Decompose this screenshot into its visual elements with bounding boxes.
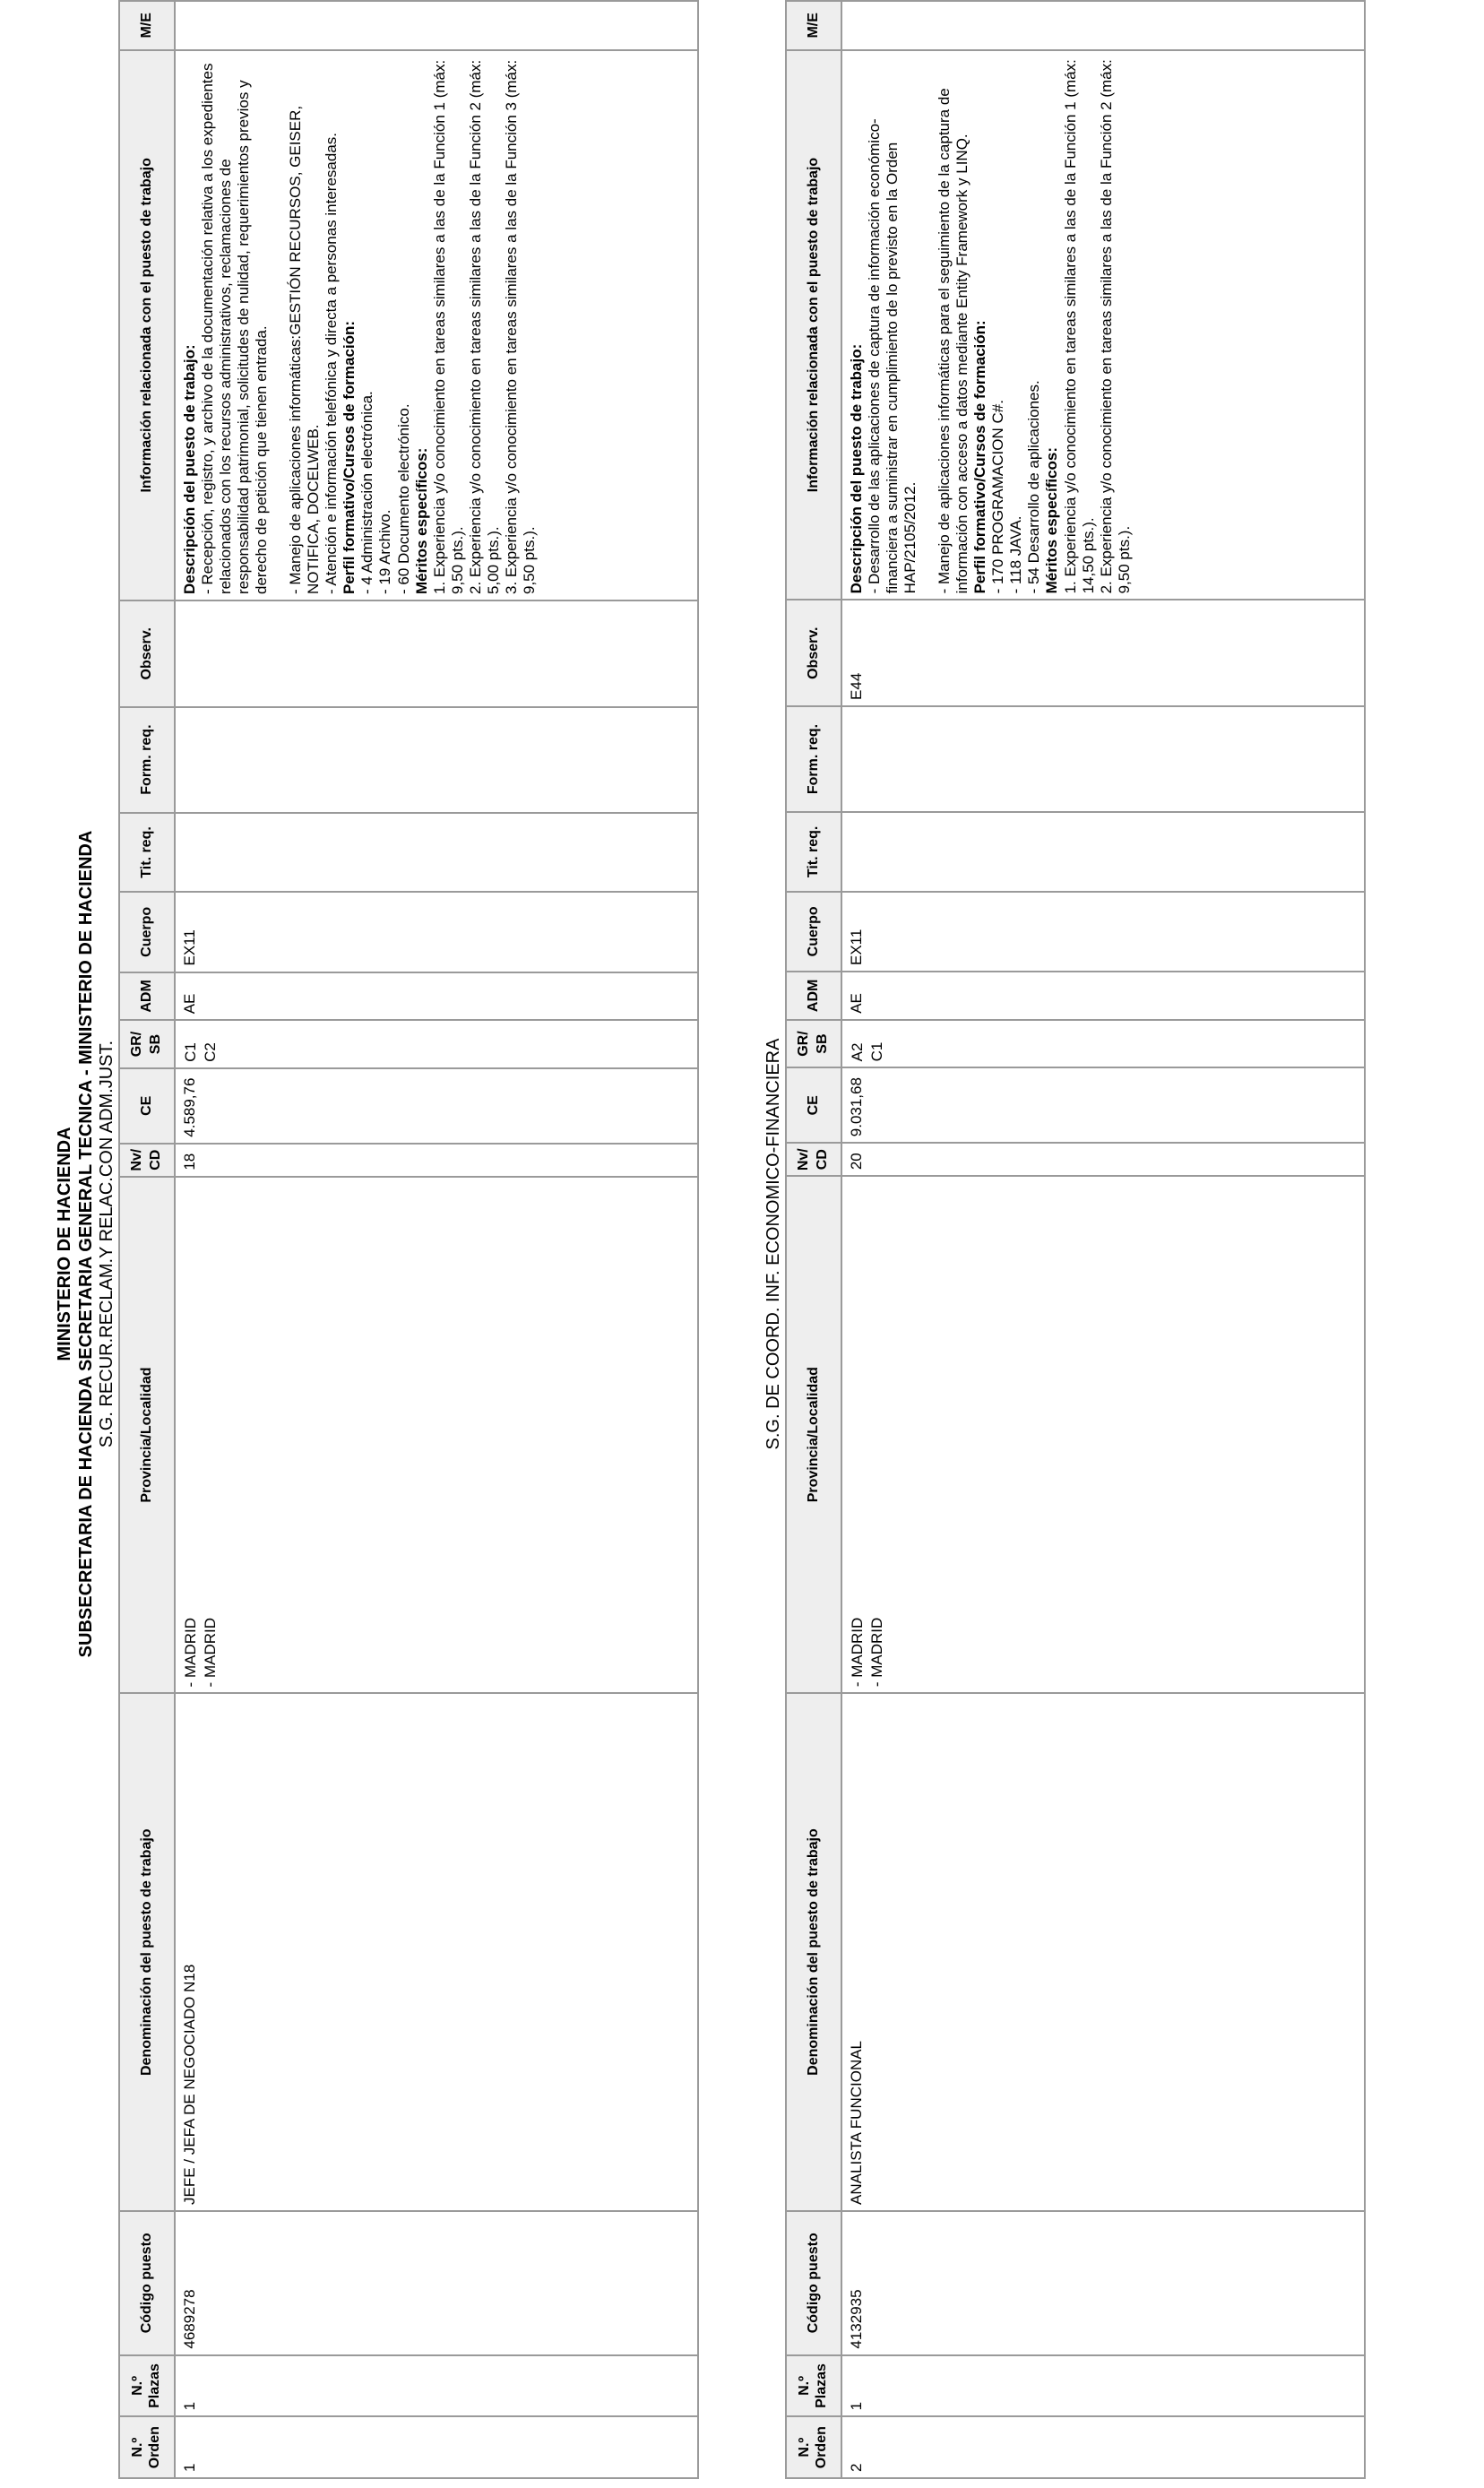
info-perfil-2: - 19 Archivo.: [376, 509, 394, 595]
cell-orden: 2: [841, 2416, 1365, 2478]
col-denominacion: Denominación del puesto de trabajo: [786, 1693, 841, 2211]
col-info: Información relacionada con el puesto de trabajo: [786, 50, 841, 600]
col-ce: CE: [786, 1067, 841, 1143]
cell-orden: 1: [175, 2416, 698, 2478]
cell-gr: A2 C1: [841, 1020, 1365, 1068]
cell-nv: 20: [841, 1143, 1365, 1176]
cell-denominacion: JEFE / JEFA DE NEGOCIADO N18: [175, 1693, 698, 2211]
info-merito-2: 2. Experiencia y/o conocimiento en tareas similares a las de la Función 2 (máx: 9,50 pts.).: [1097, 59, 1133, 594]
cell-me: [841, 1, 1365, 50]
subsecretaria-title: SUBSECRETARIA DE HACIENDA SECRETARIA GENERAL TECNICA - MINISTERIO DE HACIENDA: [76, 830, 96, 1658]
cell-codigo: 4689278: [175, 2211, 698, 2355]
table-row: [841, 1, 1365, 2478]
cell-adm: AE: [175, 972, 698, 1021]
col-observ: Observ.: [786, 600, 841, 706]
col-tit: Tit. req.: [786, 812, 841, 892]
section1-title: S.G. RECUR.RECLAM.Y RELAC.CON ADM.JUST.: [97, 1040, 116, 1448]
col-nv: Nv/ CD: [786, 1143, 841, 1176]
info-perfil-1: - 4 Administración electrónica.: [358, 391, 376, 595]
col-provincia: Provincia/Localidad: [786, 1176, 841, 1693]
col-tit: Tit. req.: [119, 813, 175, 893]
info-perfil-3: - 54 Desarrollo de aplicaciones.: [1025, 380, 1043, 594]
col-cuerpo: Cuerpo: [119, 892, 175, 972]
cell-observ: E44: [841, 600, 1365, 706]
col-nv: Nv/ CD: [119, 1144, 175, 1177]
cell-info: [175, 50, 698, 600]
cell-plazas: 1: [175, 2355, 698, 2417]
info-desc-title: Descripción del puesto de trabajo:: [181, 344, 198, 595]
col-denominacion: Denominación del puesto de trabajo: [119, 1693, 175, 2211]
cell-denominacion: ANALISTA FUNCIONAL: [841, 1693, 1365, 2211]
cell-ce: 9.031,68: [841, 1067, 1365, 1143]
cell-provincia: - MADRID - MADRID: [841, 1176, 1365, 1693]
col-adm: ADM: [119, 972, 175, 1021]
info-meritos-title: Méritos específicos:: [412, 447, 430, 595]
info-merito-2: 2. Experiencia y/o conocimiento en tareas similares a las de la Función 2 (máx: 5,00 pts.).: [466, 59, 502, 595]
table-row: [175, 1, 698, 2478]
col-gr: GR/ SB: [119, 1020, 175, 1068]
col-ce: CE: [119, 1068, 175, 1144]
cell-form: [841, 706, 1365, 812]
table-header-row: [786, 1, 841, 2478]
cell-ce: 4.589,76: [175, 1068, 698, 1144]
cell-tit: [175, 813, 698, 893]
cell-plazas: 1: [841, 2355, 1365, 2417]
info-merito-1: 1. Experiencia y/o conocimiento en tareas similares a las de la Función 1 (máx: 14,50 pts.).: [1061, 59, 1097, 594]
positions-table-2: [785, 0, 1366, 2479]
col-me: M/E: [786, 1, 841, 50]
info-perfil-title: Perfil formativo/Cursos de formación:: [341, 320, 358, 595]
cell-observ: [175, 600, 698, 707]
col-form: Form. req.: [786, 706, 841, 812]
cell-codigo: 4132935: [841, 2211, 1365, 2355]
table-header-row: [119, 1, 175, 2478]
cell-cuerpo: EX11: [175, 892, 698, 972]
info-merito-1: 1. Experiencia y/o conocimiento en tareas similares a las de la Función 1 (máx: 9,50 pts.).: [430, 59, 466, 595]
col-gr: GR/ SB: [786, 1020, 841, 1068]
cell-gr: C1 C2: [175, 1020, 698, 1068]
cell-adm: AE: [841, 972, 1365, 1020]
info-meritos-title: Méritos específicos:: [1043, 446, 1061, 594]
info-desc-1: - Desarrollo de las aplicaciones de captura de información económico-financiera a suministrar en cumplimiento de lo previsto en la Orden HAP/2105/2012.: [866, 118, 919, 594]
cell-nv: 18: [175, 1144, 698, 1177]
info-desc-1: - Recepción, registro, y archivo de la documentación relativa a los expedientes relacionados con los recursos administrativos, reclamaciones de responsabilidad patrimonial, solicitudes de nulidad, requerimientos previos y derecho de petición que tienen entrada.: [199, 63, 271, 595]
col-codigo: Código puesto: [119, 2211, 175, 2355]
info-desc-2: - Manejo de aplicaciones informáticas:GESTIÓN RECURSOS, GEISER, NOTIFICA, DOCELWEB.: [287, 105, 323, 595]
cell-info: [841, 50, 1365, 600]
col-observ: Observ.: [119, 600, 175, 707]
info-perfil-2: - 118 JAVA.: [1007, 515, 1025, 594]
info-perfil-3: - 60 Documento electrónico.: [394, 403, 412, 595]
ministry-title: MINISTERIO DE HACIENDA: [55, 1127, 74, 1361]
info-perfil-title: Perfil formativo/Cursos de formación:: [971, 320, 989, 594]
col-orden: N.º Orden: [119, 2416, 175, 2478]
col-plazas: N.º Plazas: [119, 2355, 175, 2417]
col-codigo: Código puesto: [786, 2211, 841, 2355]
cell-provincia: - MADRID - MADRID: [175, 1177, 698, 1694]
info-desc-2: - Manejo de aplicaciones informáticas para el seguimiento de la captura de información con acceso a datos mediante Entity Framework y LINQ.: [936, 88, 971, 594]
info-merito-3: 3. Experiencia y/o conocimiento en tareas similares a las de la Función 3 (máx: 9,50 pts.).: [502, 59, 538, 595]
col-adm: ADM: [786, 972, 841, 1020]
cell-form: [175, 707, 698, 813]
info-desc-title: Descripción del puesto de trabajo:: [848, 343, 865, 594]
info-desc-3: - Atención e información telefónica y directa a personas interesadas.: [323, 133, 341, 595]
positions-table-1: [118, 0, 699, 2479]
col-info: Información relacionada con el puesto de trabajo: [119, 50, 175, 600]
col-provincia: Provincia/Localidad: [119, 1177, 175, 1694]
col-form: Form. req.: [119, 707, 175, 813]
col-orden: N.º Orden: [786, 2416, 841, 2478]
cell-me: [175, 1, 698, 50]
cell-tit: [841, 812, 1365, 892]
col-me: M/E: [119, 1, 175, 50]
info-perfil-1: - 170 PROGRAMACION C#.: [989, 400, 1007, 594]
col-cuerpo: Cuerpo: [786, 892, 841, 972]
section2-title: S.G. DE COORD. INF. ECONOMICO-FINANCIERA: [764, 1038, 783, 1450]
col-plazas: N.º Plazas: [786, 2355, 841, 2417]
cell-cuerpo: EX11: [841, 892, 1365, 972]
